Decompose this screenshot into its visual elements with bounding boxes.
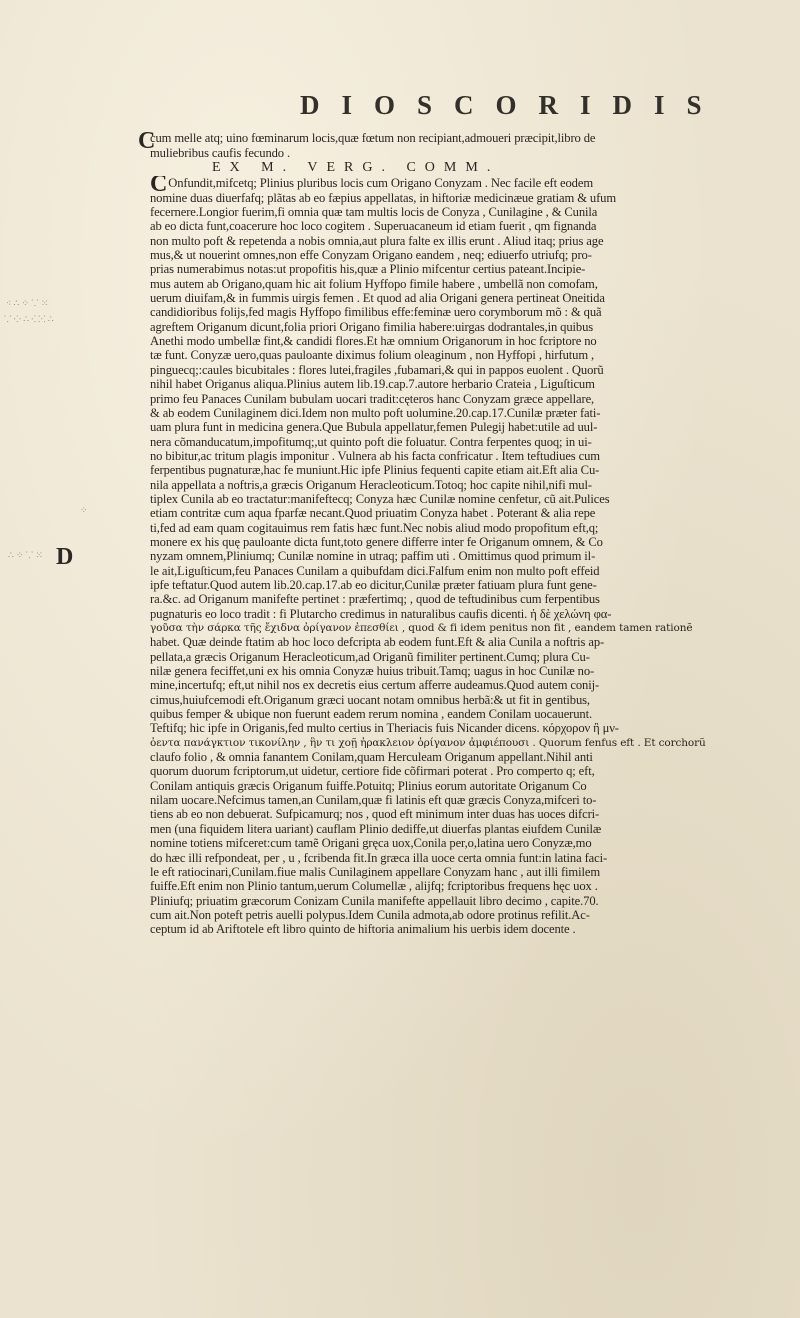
text-line: pinguecq;:caules bicubitales : flores lutei,fragiles ,fubamari,& qui in pappos euolent . Quorũ (150, 362, 604, 377)
text-line: men (una fiquidem litera uariant) cauflam Plinio dediffe,ut diuerfas plantas eiufdem Cunilæ (150, 821, 602, 836)
text-line: fuiffe.Eft enim non Plinio tantum,uerum Columellæ , alijfq; fcriptoribus frequens hęc uox . (150, 879, 598, 894)
section-heading: EX M. VERG. COMM. (212, 160, 500, 176)
text-line: tæ funt. Conyzæ uero,quas pauloante diximus folium oleaginum , non Hyffopi , hirfutum , (150, 348, 595, 363)
text-line: uerum diuifam,& in fummis uirgis femen . Et quod ad alia Origani genera pertineat Oneitida (150, 291, 605, 306)
text-line: ceptum id ab Ariftotele eft libro quinto de hiftoria animalium his uerbis idem docente . (150, 922, 576, 937)
text-line-content: Onfundit,mifcetq; Plinius pluribus locis cum Origano Conyzam . Nec facile eft eodem (168, 176, 593, 191)
text-line: mus,& ut nouerint omnes,non effe Conyzam Origano eandem , neq; ediuerfo utriufq; pro- (150, 248, 592, 263)
text-line: nilæ genera feciffet,uni ex his omnia Conyzæ huius tribuit.Tamq; uagus in hoc Cunilæ no- (150, 664, 595, 679)
text-line: Pliniufq; priuatim græcorum Conizam Cunila manifefte appellauit libro decimo , capite.70. (150, 893, 599, 908)
text-line: le ait,Liguſticum,feu Panaces Cunilam a quibufdam dici.Falfum enim non multo poft effeid (150, 563, 600, 578)
text-line: no bibitur,ac tritum plagis imponitur . Vulnera ab his facta confricatur . Item teftudiues cum (150, 448, 600, 463)
text-line: Teftifq; hic ipfe in Origanis,fed multo certius in Theriacis fuis Nicander dicens. κόρχορον ἢ μν- (150, 721, 619, 736)
text-line: claufo folio , & omnia fanantem Conilam,quam Herculeam Origanum appellant.Nihil anti (150, 750, 593, 765)
margin-offset-mark: ∴ ⁘ ⸪ ⁙ (8, 550, 43, 560)
text-line: ferpentibus pugnaturæ,hac fe muniunt.Hic ipfe Plinius fequenti capite etiam ait.Eft alia Cu- (150, 463, 600, 478)
text-line: tiplex Cunila ab eo tractatur:manifeftecq; Conyza hæc Cunilæ nomine cenfetur, cũ ait.Pulices (150, 491, 610, 506)
margin-letter-d: D (56, 544, 74, 570)
text-line: Anethi modo umbellæ fint,& candidi flores.Et hæ omnium Origanorum in hoc fcriptore no (150, 334, 597, 349)
text-line: Conilam antiquis græcis Origanum fuiffe.Potuitq; Plinius eorum autoritate Origanum Co (150, 778, 587, 793)
text-line (150, 176, 792, 190)
text-line: do hæc illi refpondeat, per , u , fcribenda fit.In græca illa uoce certa omnia funt:in latina faci- (150, 850, 608, 865)
text-line: quorum duorum fcriptorum,ut uidetur, certiore fide cõfirmari poterat . Pro comperto q; eft, (150, 764, 595, 779)
text-line: nilam uocare.Nefcimus tamen,an Cunilam,quæ fi latinis eft quæ græcis Conyza,mifceri to- (150, 793, 597, 808)
text-line: etiam contritæ cum aqua fparfæ necant.Quod priuatim Conyza habet . Poterant & alia repe (150, 506, 596, 521)
text-line: habet. Quæ deinde ftatim ab hoc loco defcripta ab eodem funt.Eft & alia Cunila a noftris ap- (150, 635, 605, 650)
text-line: fecernere.Longior fuerim,fi omnia quæ tam multis locis de Conyza , Cunilagine , & Cunila (150, 205, 598, 220)
text-line: pugnaturis eo loco tradit : fi Plutarcho credimus in naturalibus caufis dicenti. ἡ δὲ χελώνη φα- (150, 606, 612, 621)
body-text (150, 130, 792, 951)
margin-offset-mark: ⁘ (80, 505, 88, 515)
text-line: pellata,a græcis Origanum Heracleoticum,ad Origanũ fimiliter pertinent.Cumq; plura Cu- (150, 649, 590, 664)
text-line: nila appellata a noftris,a græcis Origanum Heracleoticum.Totoq; hoc capite nihil,nifi mul- (150, 477, 592, 492)
text-line: agreftem Origanum dicunt,folia priori Origano fimilia habere:uirgas dodrantales,in quibus (150, 319, 594, 334)
text-line (150, 937, 792, 951)
text-line: & ab eodem Cunilaginem dici.Idem non multo poft uolumine.20.cap.17.Cunilæ præter fati- (150, 405, 601, 420)
text-line: le eft ratiocinari,Cunilam.fiue malis Cunilaginem appellare Conyzam hanc , aut illi fimilem (150, 864, 601, 879)
text-line: mine,incertufq; eft,ut nihil nos ex decretis eius certum afferre audeamus.Quod autem conij- (150, 678, 600, 693)
text-line: cum melle atq; uino fœminarum locis,quæ fœtum non recipiant,admoueri præcipit,libro de (150, 131, 596, 145)
text-line: ra.&c. ad Origanum manifefte pertinet : præfertimq; , quod de teftudinibus cum ferpentibus (150, 592, 600, 607)
text-line: ti,fed ad eam quam cogitauimus rem fatis hæc funt.Nec nobis aliud modo propofitum eft,q; (150, 520, 599, 535)
text-line: monere ex his quę pauloante dicta funt,toto genere differre inter fe Origanum omnem, & Co (150, 534, 603, 549)
text-line: uam plura funt in medicina genera.Que Bubula appellatur,femen Pulegij habet:utile ad uul- (150, 420, 598, 435)
text-line: ipfe teftatur.Quod autem lib.20.cap.17.ab eo dicitur,Cunilæ præter fatiuam plura funt gene- (150, 577, 597, 592)
text-line: nomine duas diuerfafq; plãtas ab eo fæpius appellatas, in hiftoriæ medicinæue gratiam & ufum (150, 190, 617, 205)
text-line: non multo poft & repetenda a nobis omnia,aut plura falte ex illis erunt . Aliud itaq; prius age (150, 233, 604, 248)
text-line: mus autem ab Origano,quam hic ait folium Hyffopo fimile habere , umbellã non comofam, (150, 276, 598, 291)
text-line: nyzam omnem,Pliniumq; Cunilæ nomine in utraq; paffim uti . Omittimus quod primum il- (150, 549, 596, 564)
text-line: ab eo dicta funt,coacerure hoc loco cogitem . Superuacaneum id etiam fuerit , qm fignanda (150, 219, 597, 234)
drop-cap: C (150, 176, 168, 191)
text-line: quibus femper & ubique non fuerunt eadem rerum nomina , eandem Conilam uocauerunt. (150, 707, 593, 722)
text-line: prias numerabimus notas:ut propofitis his,quæ a Plinio mifcentur certius pateant.Incipie- (150, 262, 586, 277)
text-line: nera cõmanducatum,impofitumq;,ut quinto poft die foluatur. Contra ferpentes quoq; in ui- (150, 434, 592, 449)
text-line: muliebribus caufis fecundo . (150, 146, 291, 160)
margin-letter-c: C (138, 128, 156, 154)
text-line: tiens ab eo non debuerat. Sufpicamurq; nos , quod eft minimum inter duas has uoces difcri- (150, 807, 600, 822)
text-line: cum ait.Non poteft petris auelli polypus.Idem Cunila admota,ab odore protinus refilit.Ac- (150, 907, 590, 922)
text-line: nihil habet Origanus aliqua.Plinius autem lib.19.cap.7.autore herbario Crateia , Liguſticum (150, 377, 595, 392)
text-line: cimus,huiufcemodi eft.Origanum græci uocant notam omnibus herbã:& ut fit in gentibus, (150, 692, 590, 707)
text-line-greek: γοῦσα τὴν σάρκα τῆς ἔχιδνα ὀρίγανον ἐπεσθίει , quod & fi idem penitus non fit , eandem tamen rationẽ (150, 622, 693, 634)
text-line: primo feu Panaces Cunilam bubulam uocari tradit:cęteros hanc Conyzam græce appellare, (150, 391, 595, 406)
text-line: candidioribus folijs,fed magis Hyffopo fimilibus effe:feminæ uero corymborum mõ : & quã (150, 305, 602, 320)
margin-offset-mark: ⁖ ∴ ⁘ ⸪ ⁙ (6, 298, 49, 308)
text-line-greek: ὀεντα πανάγκτιον τικονίλην , ἣν τι χοῇ ἡρακλειον ὀρίγανον ἀμφιέπουσι . Quorum fenfus eft . Et corchorũ (150, 736, 706, 749)
running-head: DIOSCORIDIS (300, 90, 724, 120)
text-line: nomine totiens mifceret:cum tamẽ Origani gręca uox,Conila per,o,latina uero Conyzæ,mo (150, 836, 592, 851)
margin-offset-mark: ⸪ ⁘ ∴ ⁖ ⁙ ∴ (4, 314, 54, 324)
